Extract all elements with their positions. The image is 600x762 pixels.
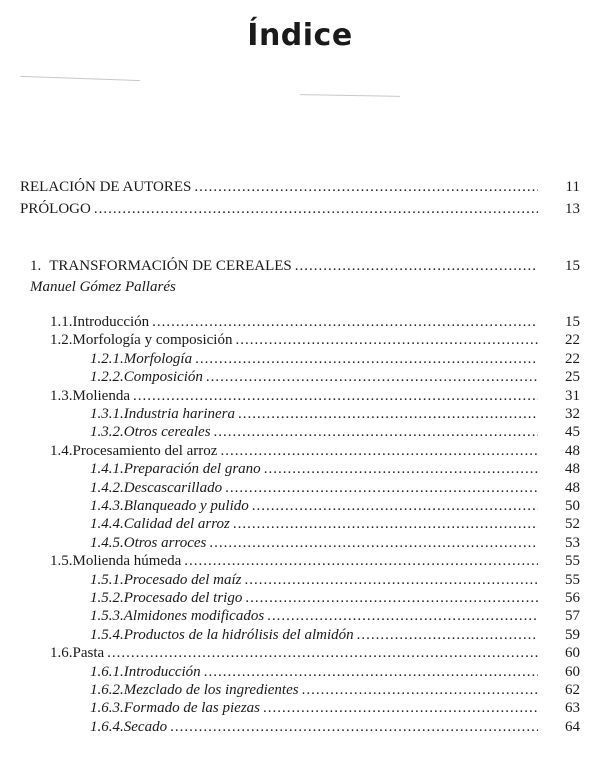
dot-leader	[209, 534, 538, 552]
toc-subsection-entry	[90, 368, 580, 386]
toc-subsection-entry	[90, 718, 580, 736]
dot-leader	[133, 387, 538, 405]
toc-entry-label: Industria harinera	[123, 406, 236, 422]
toc-entry-number: 1.4.3.	[90, 498, 124, 514]
toc-entry-page: 48	[565, 442, 580, 459]
toc-entry-page: 55	[565, 571, 580, 588]
toc-subsection-entry	[90, 681, 580, 699]
toc-entry-label: RELACIÓN DE AUTORES	[20, 179, 192, 195]
toc-entry-number: 1.5.	[50, 553, 73, 570]
dot-leader	[245, 589, 538, 607]
toc-entry-page: 45	[565, 424, 580, 441]
dot-leader	[267, 607, 538, 625]
toc-subsection-entry	[90, 497, 580, 515]
dot-leader	[295, 257, 538, 275]
toc-entry-label: Composición	[123, 369, 203, 386]
toc-entry-number: 1.5.4.	[90, 626, 124, 643]
dot-leader	[235, 331, 538, 349]
toc-entry-number: 1.4.2.	[90, 479, 124, 496]
dot-leader	[206, 368, 538, 386]
toc-entry-page: 32	[565, 406, 580, 422]
toc-entry-number: 1.5.1.	[90, 571, 124, 588]
toc-entry-number: 1.3.1.	[90, 406, 124, 422]
dot-leader	[194, 178, 538, 196]
toc-section-entry	[50, 644, 580, 662]
toc-entry-label: Procesamiento del arroz	[72, 442, 218, 459]
dot-leader	[252, 497, 538, 515]
toc-subsection-entry	[90, 479, 580, 497]
dot-leader	[263, 699, 538, 717]
toc-entry-number: 1.6.2.	[90, 682, 124, 698]
dot-leader	[214, 423, 538, 441]
toc-entry-label: Pasta	[72, 645, 105, 662]
dot-leader	[170, 718, 538, 736]
toc-entry-label: Molienda húmeda	[72, 553, 182, 570]
toc-entry-number: 1.6.1.	[90, 663, 124, 680]
dot-leader	[264, 460, 538, 478]
toc-entry-label: Descascarillado	[123, 479, 223, 496]
toc-entry-label: Procesado del trigo	[123, 590, 243, 606]
toc-subsection-entry	[90, 663, 580, 681]
toc-entry-page: 59	[565, 626, 580, 643]
dot-leader	[233, 515, 538, 533]
toc-entry-page: 52	[565, 516, 580, 533]
toc-entry-label: Morfología y composición	[72, 332, 233, 349]
toc-entry-page: 64	[565, 718, 580, 735]
dot-leader	[225, 479, 538, 497]
toc-entry-number: 1.1.	[50, 314, 73, 330]
toc-entry-page: 60	[565, 645, 580, 662]
toc-entry-page: 48	[565, 479, 580, 496]
toc-entry-page: 22	[565, 350, 580, 367]
toc-entry-page: 31	[565, 387, 580, 404]
toc-subsection-entry	[90, 571, 580, 589]
toc-section-entry	[50, 313, 580, 331]
dot-leader	[152, 313, 538, 331]
toc-entry-number: 1.4.	[50, 442, 73, 459]
toc-entry-number: 1.6.4.	[90, 718, 124, 735]
toc-entry-number: 1.2.1.	[90, 350, 124, 367]
toc-section-entry	[50, 442, 580, 460]
dot-leader	[220, 442, 538, 460]
toc-section-entry	[50, 387, 580, 405]
toc-chapter-number: 1.	[30, 258, 42, 274]
toc-entry-page: 53	[565, 534, 580, 551]
toc-entry-page: 60	[565, 663, 580, 680]
toc-chapter-label: TRANSFORMACIÓN DE CEREALES	[49, 258, 292, 274]
dot-leader	[357, 626, 538, 644]
toc-entry-front	[20, 200, 580, 218]
toc-entry-page: 48	[565, 461, 580, 478]
toc-entry-label: Introducción	[72, 314, 150, 330]
toc-entry-page: 57	[565, 608, 580, 625]
dot-leader	[245, 571, 538, 589]
toc-entry-page: 50	[565, 498, 580, 514]
toc-entry-number: 1.4.1.	[90, 461, 124, 478]
toc-subsection-entry	[90, 460, 580, 478]
toc-entry-number: 1.2.	[50, 332, 73, 349]
toc-entry-front	[20, 178, 580, 196]
toc-entry-number: 1.2.2.	[90, 369, 124, 386]
toc-section-entry	[50, 331, 580, 349]
toc-entry-number: 1.6.	[50, 645, 73, 662]
toc-entry-page: 15	[565, 314, 580, 330]
toc-entry-page: 22	[565, 332, 580, 349]
toc-entry-page: 11	[565, 179, 580, 195]
toc-entry-page: 62	[565, 682, 580, 698]
toc-entry-label: PRÓLOGO	[20, 201, 91, 217]
toc-subsection-entry	[90, 607, 580, 625]
dot-leader	[107, 644, 538, 662]
toc-entry-label: Blanqueado y pulido	[123, 498, 249, 514]
toc-chapter-entry	[30, 257, 580, 275]
toc-subsection-entry	[90, 626, 580, 644]
toc-entry-label: Procesado del maíz	[123, 571, 242, 588]
toc-entry-number: 1.4.4.	[90, 516, 124, 533]
toc-chapter-page: 15	[565, 258, 580, 274]
dot-leader	[302, 681, 538, 699]
toc-entry-label: Otros arroces	[123, 534, 207, 551]
toc-entry-label: Morfología	[123, 350, 193, 367]
dot-leader	[195, 350, 538, 368]
toc-entry-page: 13	[565, 201, 580, 217]
toc-entry-label: Productos de la hidrólisis del almidón	[123, 626, 354, 643]
toc-entry-number: 1.6.3.	[90, 700, 124, 717]
toc-entry-label: Otros cereales	[123, 424, 211, 441]
toc-entry-page: 25	[565, 369, 580, 386]
dot-leader	[204, 663, 538, 681]
toc-entry-number: 1.3.	[50, 387, 73, 404]
dot-leader	[184, 552, 538, 570]
scan-artifact-line	[20, 76, 140, 81]
toc-subsection-entry	[90, 534, 580, 552]
toc-entry-page: 56	[565, 590, 580, 606]
toc-entry-label: Almidones modificados	[123, 608, 265, 625]
dot-leader	[238, 405, 538, 423]
toc-entry-label: Secado	[123, 718, 168, 735]
toc-subsection-entry	[90, 515, 580, 533]
chapter-author: Manuel Gómez Pallarés	[30, 279, 176, 295]
toc-entry-number: 1.5.3.	[90, 608, 124, 625]
toc-entry-page: 55	[565, 553, 580, 570]
toc-entry-number: 1.3.2.	[90, 424, 124, 441]
toc-entry-label: Formado de las piezas	[123, 700, 260, 717]
toc-subsection-entry	[90, 405, 580, 423]
toc-subsection-entry	[90, 589, 580, 607]
toc-entry-label: Mezclado de los ingredientes	[123, 682, 299, 698]
toc-entry-label: Calidad del arroz	[123, 516, 230, 533]
toc-entry-label: Preparación del grano	[123, 461, 261, 478]
toc-subsection-entry	[90, 699, 580, 717]
dot-leader	[94, 200, 538, 218]
toc-subsection-entry	[90, 350, 580, 368]
toc-entry-label: Introducción	[123, 663, 201, 680]
toc-section-entry	[50, 552, 580, 570]
toc-entry-page: 63	[565, 700, 580, 717]
page-title: Índice	[247, 18, 353, 53]
scan-artifact-line	[300, 94, 400, 97]
toc-entry-number: 1.4.5.	[90, 534, 124, 551]
toc-entry-number: 1.5.2.	[90, 590, 124, 606]
toc-entry-label: Molienda	[72, 387, 130, 404]
toc-subsection-entry	[90, 423, 580, 441]
